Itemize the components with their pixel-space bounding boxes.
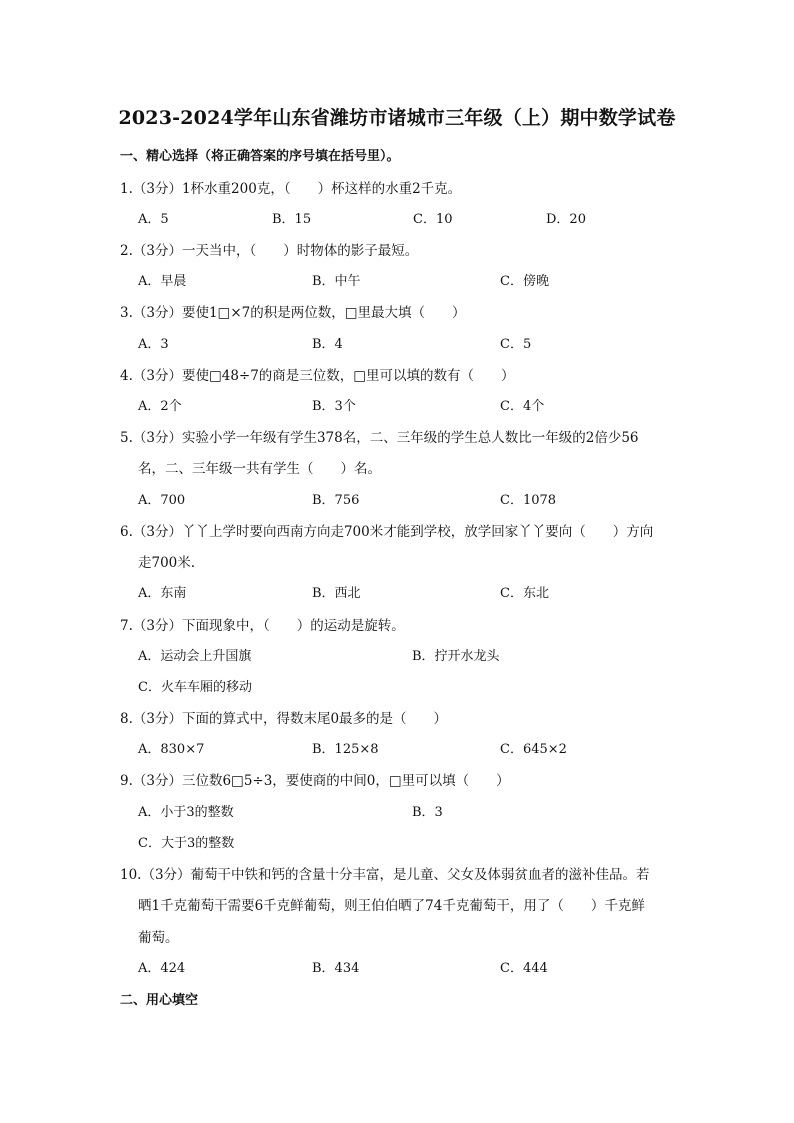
question-text: 4.（3分）要使□48÷7的商是三位数，□里可以填的数有（ ） xyxy=(120,368,515,384)
option-b: B．15 xyxy=(272,212,312,227)
question-text-continued: 晒1千克葡萄干需要6千克鲜葡萄，则王伯伯晒了74千克葡萄干，用了（ ）千克鲜 xyxy=(138,898,645,914)
option-a: A．早晨 xyxy=(138,274,187,289)
option-a: A．424 xyxy=(138,961,186,976)
section-heading-fill-blank: 二、用心填空 xyxy=(120,993,199,1008)
option-c: C．5 xyxy=(500,337,532,352)
option-a: A．小于3的整数 xyxy=(138,805,234,820)
question-text-continued: 走700米. xyxy=(138,555,196,571)
question-text: 8.（3分）下面的算式中，得数末尾0最多的是（ ） xyxy=(120,711,448,727)
option-c: C．大于3的整数 xyxy=(138,836,235,851)
option-a: A．2个 xyxy=(138,399,182,414)
option-b: B．中午 xyxy=(312,274,361,289)
question-text: 5.（3分）实验小学一年级有学生378名，二、三年级的学生总人数比一年级的2倍少56 xyxy=(120,430,639,446)
option-b: B．756 xyxy=(312,493,360,508)
option-b: B．4 xyxy=(312,337,343,352)
option-c: C．444 xyxy=(500,961,548,976)
question-text: 6.（3分）丫丫上学时要向西南方向走700米才能到学校，放学回家丫丫要向（ ）方向 xyxy=(120,524,654,540)
option-a: A．700 xyxy=(138,493,186,508)
question-text: 3.（3分）要使1□×7的积是两位数，□里最大填（ ） xyxy=(120,305,466,321)
page-title: 2023-2024学年山东省潍坊市诸城市三年级（上）期中数学试卷 xyxy=(118,107,676,129)
option-c: C．傍晚 xyxy=(500,274,549,289)
question-text: 10.（3分）葡萄干中铁和钙的含量十分丰富，是儿童、父女及体弱贫血者的滋补佳品。若 xyxy=(120,867,650,883)
question-text: 1.（3分）1杯水重200克，（ ）杯这样的水重2千克。 xyxy=(120,181,462,197)
option-c: C．火车车厢的移动 xyxy=(138,680,252,695)
option-a: A．3 xyxy=(138,337,169,352)
option-b: B．125×8 xyxy=(312,742,379,757)
option-d: D．20 xyxy=(546,212,586,227)
option-a: A．运动会上升国旗 xyxy=(138,649,252,664)
option-c: C．645×2 xyxy=(500,742,567,757)
question-text: 9.（3分）三位数6□5÷3，要使商的中间0，□里可以填（ ） xyxy=(120,773,510,789)
option-c: C．4个 xyxy=(500,399,545,414)
option-a: A．830×7 xyxy=(138,742,205,757)
question-text-continued: 葡萄。 xyxy=(138,930,179,946)
option-b: B．3 xyxy=(412,805,443,820)
question-text: 7.（3分）下面现象中，（ ）的运动是旋转。 xyxy=(120,618,405,634)
option-c: C．1078 xyxy=(500,493,557,508)
option-b: B．拧开水龙头 xyxy=(412,649,500,664)
option-b: B．西北 xyxy=(312,586,361,601)
question-text: 2.（3分）一天当中，（ ）时物体的影子最短。 xyxy=(120,243,419,259)
option-a: A．5 xyxy=(138,212,169,227)
section-heading-choice: 一、精心选择（将正确答案的序号填在括号里）。 xyxy=(120,149,400,164)
option-a: A．东南 xyxy=(138,586,187,601)
option-c: C．东北 xyxy=(500,586,549,601)
option-b: B．3个 xyxy=(312,399,356,414)
option-b: B．434 xyxy=(312,961,360,976)
question-text-continued: 名，二、三年级一共有学生（ ）名。 xyxy=(138,461,381,477)
option-c: C．10 xyxy=(413,212,453,227)
